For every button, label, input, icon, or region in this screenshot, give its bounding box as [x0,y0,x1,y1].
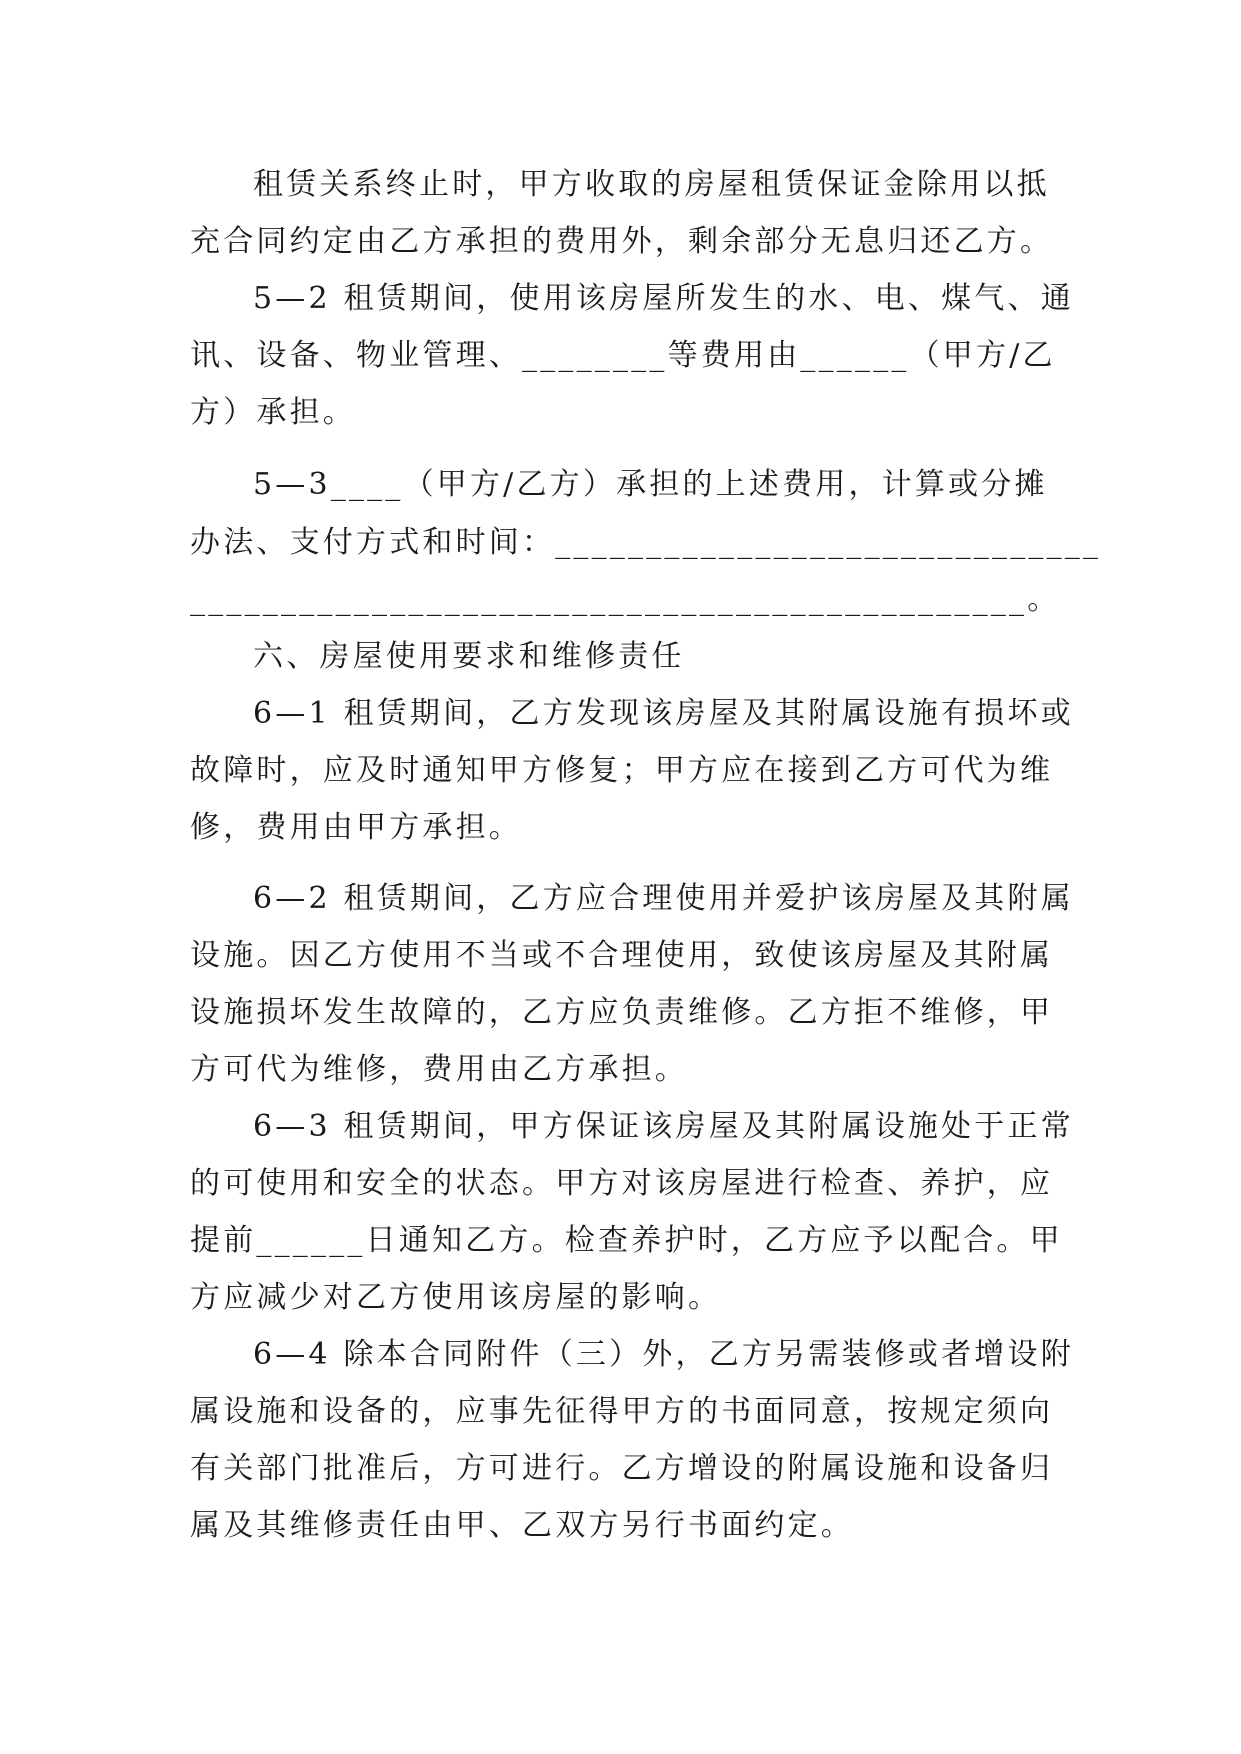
section-heading: 六、房屋使用要求和维修责任 [253,639,685,674]
text-line: 方）承担。 [190,395,356,430]
text-line: 方应减少对乙方使用该房屋的影响。 [190,1280,722,1315]
text-line: 设施。因乙方使用不当或不合理使用，致使该房屋及其附属 [190,938,1054,973]
text-line: 6—2 租赁期间，乙方应合理使用并爱护该房屋及其附属 [253,881,1074,916]
text-line: 设施损坏发生故障的，乙方应负责维修。乙方拒不维修，甲 [190,995,1054,1030]
text-line: 的可使用和安全的状态。甲方对该房屋进行检查、养护，应 [190,1166,1054,1201]
text-line: 提前______日通知乙方。检查养护时，乙方应予以配合。甲 [190,1223,1063,1258]
text-line: 6—1 租赁期间，乙方发现该房屋及其附属设施有损坏或 [253,696,1074,731]
text-line: 5—3____（甲方/乙方）承担的上述费用，计算或分摊 [253,467,1048,502]
text-line: 修，费用由甲方承担。 [190,810,522,845]
text-line: 5—2 租赁期间，使用该房屋所发生的水、电、煤气、通 [253,281,1074,316]
text-line: 6—3 租赁期间，甲方保证该房屋及其附属设施处于正常 [253,1109,1074,1144]
text-line: 租赁关系终止时，甲方收取的房屋租赁保证金除用以抵 [253,167,1050,202]
text-line: 方可代为维修，费用由乙方承担。 [190,1052,688,1087]
text-line: 6—4 除本合同附件（三）外，乙方另需装修或者增设附 [253,1337,1074,1372]
text-line: 有关部门批准后，方可进行。乙方增设的附属设施和设备归 [190,1451,1054,1486]
text-line: 办法、支付方式和时间：______________________________ [190,525,1102,560]
text-line: 故障时，应及时通知甲方修复；甲方应在接到乙方可代为维 [190,753,1054,788]
text-line: 属及其维修责任由甲、乙双方另行书面约定。 [190,1508,854,1543]
text-line: 属设施和设备的，应事先征得甲方的书面同意，按规定须向 [190,1394,1054,1429]
text-line: 讯、设备、物业管理、________等费用由______（甲方/乙 [190,338,1056,373]
text-line: 充合同约定由乙方承担的费用外，剩余部分无息归还乙方。 [190,224,1054,259]
text-line: ______________________________________________。 [190,582,1061,617]
